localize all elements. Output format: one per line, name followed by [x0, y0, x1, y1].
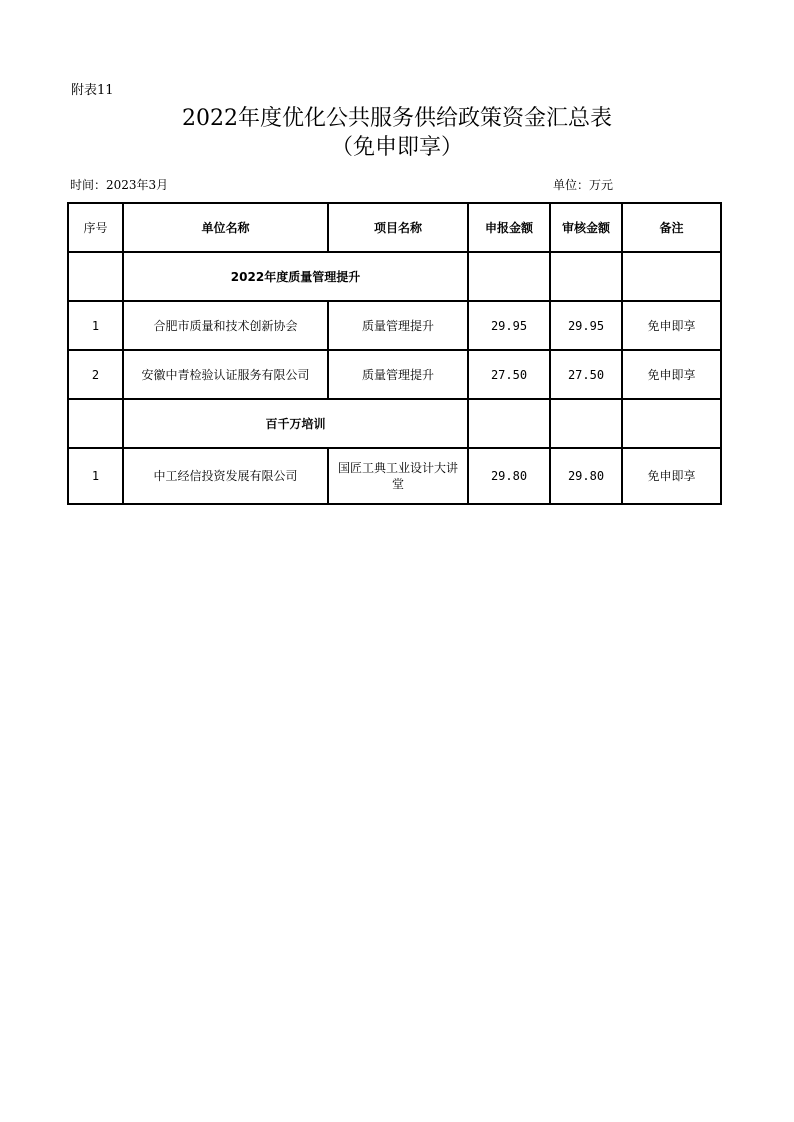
row-note: 免申即享 [622, 448, 721, 504]
section-empty-cell [68, 252, 123, 301]
section-empty-cell [622, 399, 721, 448]
section-empty-cell [550, 399, 622, 448]
row-index: 1 [68, 448, 123, 504]
section-empty-cell [550, 252, 622, 301]
document-title: 2022年度优化公共服务供给政策资金汇总表 [182, 106, 612, 131]
row-approved: 29.95 [550, 301, 622, 350]
row-project: 国匠工典工业设计大讲堂 [328, 448, 468, 504]
row-project: 质量管理提升 [328, 301, 468, 350]
row-note: 免申即享 [622, 350, 721, 399]
section-empty-cell [468, 399, 550, 448]
row-note: 免申即享 [622, 301, 721, 350]
row-index: 1 [68, 301, 123, 350]
row-declared: 27.50 [468, 350, 550, 399]
appendix-label: 附表11 [71, 83, 114, 98]
row-declared: 29.95 [468, 301, 550, 350]
time-label: 时间：2023年3月 [70, 178, 169, 192]
header-cell-declared: 申报金额 [468, 203, 550, 252]
section-title: 百千万培训 [123, 399, 468, 448]
table-row [68, 301, 721, 350]
row-company: 安徽中青检验认证服务有限公司 [123, 350, 328, 399]
table-row [68, 350, 721, 399]
document-subtitle: （免申即享） [330, 135, 463, 160]
row-declared: 29.80 [468, 448, 550, 504]
header-cell-company: 单位名称 [123, 203, 328, 252]
row-index: 2 [68, 350, 123, 399]
section-title: 2022年度质量管理提升 [123, 252, 468, 301]
section-empty-cell [622, 252, 721, 301]
header-cell-approved: 审核金额 [550, 203, 622, 252]
header-cell-note: 备注 [622, 203, 721, 252]
header-cell-project: 项目名称 [328, 203, 468, 252]
row-approved: 27.50 [550, 350, 622, 399]
funds-table [67, 202, 722, 505]
table-header-row [68, 203, 721, 252]
row-approved: 29.80 [550, 448, 622, 504]
table-row [68, 448, 721, 504]
section-row [68, 399, 721, 448]
unit-label: 单位：万元 [553, 178, 614, 192]
row-company: 合肥市质量和技术创新协会 [123, 301, 328, 350]
row-project: 质量管理提升 [328, 350, 468, 399]
section-empty-cell [68, 399, 123, 448]
section-empty-cell [468, 252, 550, 301]
header-cell-index: 序号 [68, 203, 123, 252]
row-company: 中工经信投资发展有限公司 [123, 448, 328, 504]
section-row [68, 252, 721, 301]
